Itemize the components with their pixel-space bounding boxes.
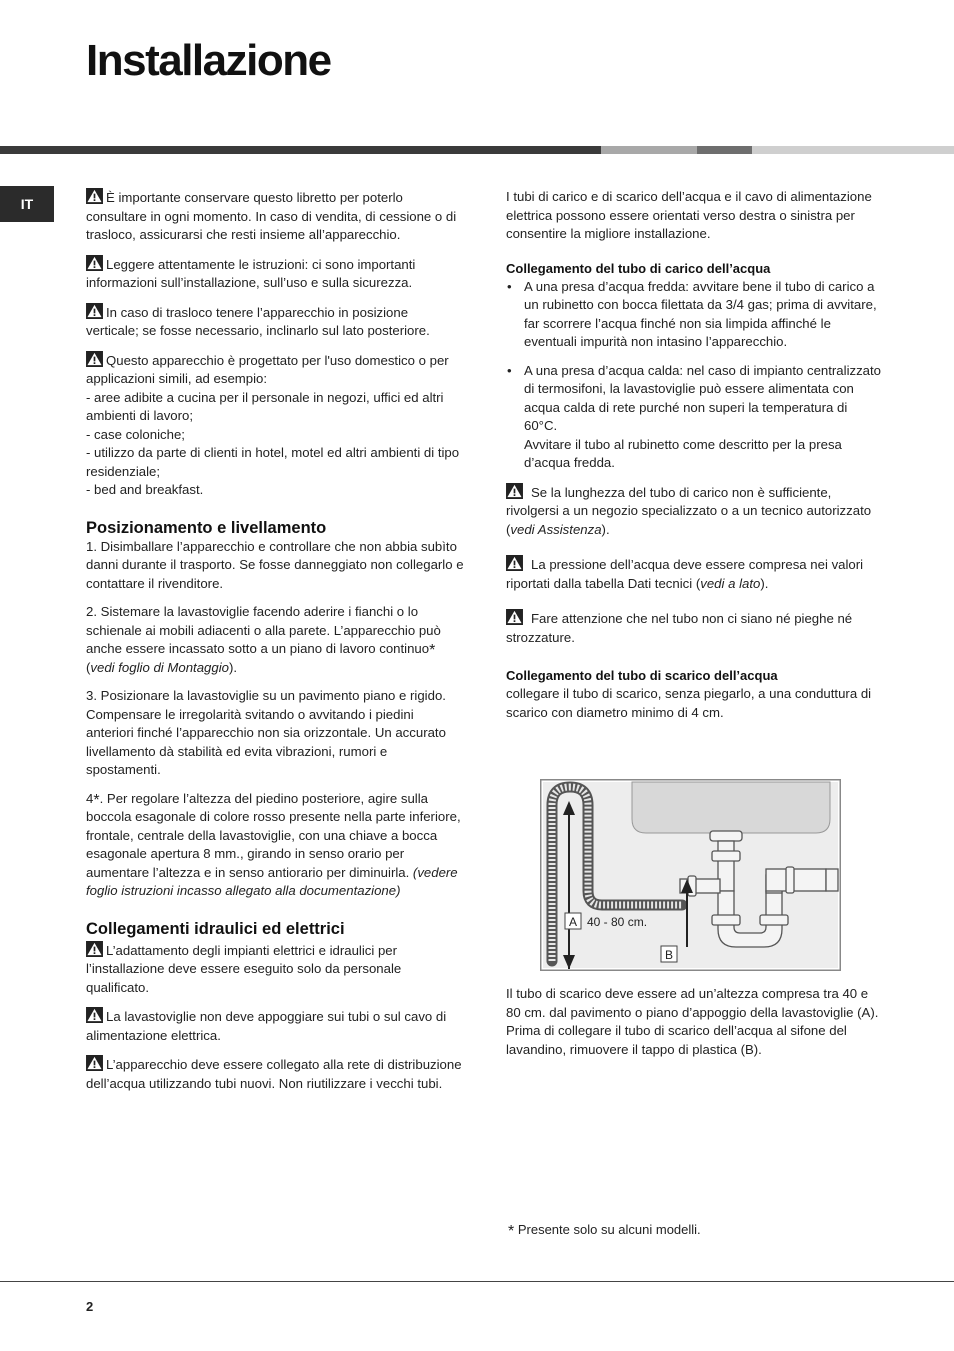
page-title: Installazione	[86, 36, 331, 85]
warning-text: La lavastoviglie non deve appoggiare sui tubi o sul cavo di alimentazione elettrica.	[86, 1009, 447, 1043]
sink-basin	[632, 782, 830, 833]
warning-text: È importante conservare questo libretto per poterlo consultare in ogni momento. In caso di vendita, di cessione o di trasloco, assicurarsi che resti insieme all’apparecchio.	[86, 190, 457, 242]
right-column-after-figure	[506, 985, 884, 1069]
language-tab: IT	[0, 186, 54, 222]
warning-icon	[86, 188, 103, 204]
bullet: •	[507, 362, 512, 378]
list-item: - utilizzo da parte di clienti in hotel, motel ed altri ambienti di tipo residenziale;	[86, 445, 460, 479]
header-bar-dark2	[697, 146, 752, 154]
warning-paragraph	[86, 351, 464, 500]
punct: ).	[760, 575, 769, 591]
subheading-drain-hose: Collegamento del tubo di scarico dell’acqua	[506, 668, 778, 683]
warning-paragraph	[86, 941, 464, 998]
punct: (	[86, 659, 91, 675]
reference-text: (vedere foglio istruzioni incasso allegato alla documentazione)	[86, 864, 458, 898]
step-paragraph: 3. Posizionare la lavastoviglie su un pavimento piano e rigido. Compensare le irregolarità svitando o avvitando i piedini anteriori finché l’apparecchio non sia orizzontale. Un accurato livellamento dà stabilità ed evita vibrazioni, rumori e spostamenti.	[86, 688, 446, 777]
warning-text: Questo apparecchio è progettato per l'uso domestico o per applicazioni simili, ad esempio:	[86, 352, 449, 386]
footnote-text: Presente solo su alcuni modelli.	[514, 1222, 701, 1237]
warning-paragraph	[506, 483, 884, 540]
step-paragraph	[86, 603, 464, 677]
drain-hose-diagram	[540, 779, 841, 971]
list-item: - aree adibite a cucina per il personale in negozi, uffici ed altri ambienti di lavoro;	[86, 389, 444, 423]
warning-text: Leggere attentamente le istruzioni: ci sono importanti informazioni sull’installazione, sull’uso e sulla sicurezza.	[86, 256, 416, 290]
list-item: - case coloniche;	[86, 426, 185, 442]
warning-icon	[506, 555, 523, 571]
warning-paragraph	[86, 188, 464, 245]
list-item-text: A una presa d’acqua fredda: avvitare bene il tubo di carico a un rubinetto con bocca filettata da 3/4 gas; prima di avvitare, far scorrere l’acqua finché non sia limpida affinché le eventuali impurità non intasino l’apparecchio.	[524, 278, 877, 349]
warning-paragraph	[86, 1055, 464, 1093]
warning-text: In caso di trasloco tenere l’apparecchio in posizione verticale; se fosse necessario, inclinarlo sul lato posteriore.	[86, 304, 430, 338]
footnote-marker: *	[93, 791, 100, 809]
subheading-inlet-hose: Collegamento del tubo di carico dell’acqua	[506, 260, 771, 276]
footnote-marker: *	[508, 1223, 515, 1240]
bullet: •	[507, 278, 512, 294]
page-number: 2	[86, 1299, 94, 1314]
section-heading-connections: Collegamenti idraulici ed elettrici	[86, 919, 345, 938]
left-column	[86, 188, 464, 1103]
label-b: B	[664, 948, 674, 962]
list-item-text: A una presa d’acqua calda: nel caso di impianto centralizzato di termosifoni, la lavastoviglie può essere alimentata con acqua calda di rete purché non superi la temperatura di 60°C.	[524, 362, 882, 433]
section-heading-positioning: Posizionamento e livellamento	[86, 518, 327, 537]
step-text: 2. Sistemare la lavastoviglie facendo aderire i fianchi o lo schienale ai mobili adiacenti o alla parete. L’apparecchio può anche essere incassato sotto a un piano di lavoro continuo	[86, 604, 441, 656]
warning-paragraph	[86, 1007, 464, 1045]
reference-text: vedi Assistenza	[510, 521, 602, 537]
header-bar-mid	[601, 146, 697, 154]
warning-icon	[86, 351, 103, 367]
height-range-label: 40 - 80 cm.	[587, 915, 648, 929]
step-paragraph	[86, 790, 464, 901]
warning-text: Fare attenzione che nel tubo non ci siano né pieghe né strozzature.	[506, 611, 853, 645]
list-item-text: Avvitare il tubo al rubinetto come descritto per la presa d’acqua fredda.	[524, 436, 842, 470]
warning-icon	[506, 609, 523, 625]
warning-icon	[86, 303, 103, 319]
warning-paragraph	[86, 255, 464, 293]
step-paragraph: 1. Disimballare l’apparecchio e controllare che non abbia subìto danni durante il trasporto. Se fosse danneggiato non collegarlo e contattare il rivenditore.	[86, 538, 464, 591]
warning-text: L’adattamento degli impianti elettrici e idraulici per l’installazione deve essere eseguito solo da personale qualificato.	[86, 942, 402, 995]
step-number: 4	[86, 790, 94, 806]
remove-cap-paragraph: Prima di collegare il tubo di scarico dell’acqua al sifone del lavandino, rimuovere il tappo di plastica (B).	[506, 1023, 847, 1057]
reference-text: vedi foglio di Montaggio	[90, 659, 229, 675]
list-item	[506, 278, 884, 352]
warning-text: La pressione dell’acqua deve essere compresa nei valori riportati dalla tabella Dati tecnici (	[506, 557, 864, 591]
step-text: . Per regolare l’altezza del piedino posteriore, agire sulla boccola esagonale di colore rosso presente nella parte inferiore, frontale, centrale della lavastoviglie, con una chiave a bocca esagonale apertura 8 mm., girando in senso orario per aumentare l’altezza e in senso antiorario per diminuirla.	[86, 790, 461, 880]
warning-icon	[86, 1007, 103, 1023]
right-column	[506, 188, 884, 732]
punct: ).	[228, 659, 238, 675]
list-item: - bed and breakfast.	[86, 482, 204, 497]
header-bar-light	[752, 146, 954, 154]
warning-text: L’apparecchio deve essere collegato alla rete di distribuzione dell’acqua utilizzando tubi nuovi. Non riutilizzare i vecchi tubi.	[86, 1057, 462, 1091]
drain-paragraph: collegare il tubo di scarico, senza piegarlo, a una conduttura di scarico con diametro minimo di 4 cm.	[506, 686, 872, 720]
label-a: A	[568, 915, 578, 929]
footnote-marker: *	[429, 642, 436, 659]
warning-icon	[86, 255, 103, 271]
list-item	[506, 362, 884, 473]
punct: ).	[601, 521, 610, 537]
warning-icon	[86, 1055, 103, 1071]
footer-rule	[0, 1281, 954, 1282]
warning-text: Se la lunghezza del tubo di carico non è sufficiente, rivolgersi a un negozio specializzato o a un tecnico autorizzato (	[506, 484, 872, 537]
warning-paragraph	[506, 609, 884, 647]
warning-icon	[86, 941, 103, 957]
warning-paragraph	[506, 555, 884, 593]
header-bar-dark	[0, 146, 601, 154]
intro-paragraph: I tubi di carico e di scarico dell’acqua e il cavo di alimentazione elettrica possono essere orientati verso destra o sinistra per consentire la migliore installazione.	[506, 189, 872, 241]
inlet-options-list	[506, 278, 884, 473]
warning-paragraph	[86, 303, 464, 341]
drain-height-paragraph: Il tubo di scarico deve essere ad un’altezza compresa tra 40 e 80 cm. dal pavimento o piano d’appoggio della lavastoviglie (A).	[506, 986, 879, 1020]
footnote	[508, 1222, 701, 1240]
reference-text: vedi a lato	[700, 575, 761, 591]
warning-icon	[506, 483, 523, 499]
